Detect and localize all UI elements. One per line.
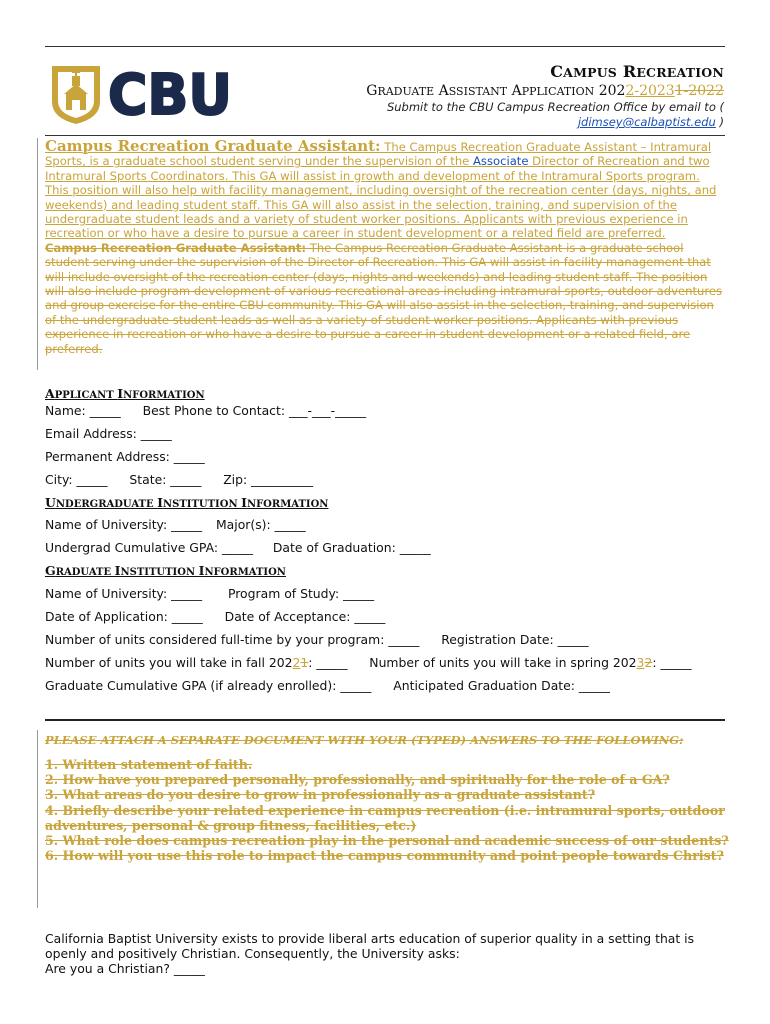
question-item: 1. Written statement of faith. bbox=[45, 757, 253, 772]
inserted-description: Campus Recreation Graduate Assistant: The Campus Recreation Graduate Assistant – Intramural Sports, is a graduate school student serving under the supervision of the Associate Director of Recreation and two Intramural Sports Coordinators. This GA will assist in growth and development of the Intramural Sports program. This position will also help with facility management, including oversight of the recreation center (days, nights, and weekends) and leading student staff. This GA will also assist in the selection, training, and supervision of the undergraduate student leads and a variety of student worker positions. Applicants with previous experience in recreation or who have a desire to pursue a career in student development or a related field are preferred. bbox=[45, 137, 717, 241]
fulltime-units-field[interactable]: Number of units considered full-time by your program: _____ bbox=[45, 632, 420, 647]
grad-university-field[interactable]: Name of University: _____ bbox=[45, 586, 203, 601]
christian-question-field[interactable]: Are you a Christian? _____ bbox=[45, 961, 205, 977]
change-bar-2 bbox=[37, 730, 38, 908]
attachment-instructions bbox=[45, 733, 735, 863]
question-item: 2. How have you prepared personally, professionally, and spiritually for the role of a GA? bbox=[45, 772, 670, 788]
attachment-heading: PLEASE ATTACH A SEPARATE DOCUMENT WITH YOUR (TYPED) ANSWERS TO THE FOLLOWING: bbox=[45, 733, 684, 747]
anticipated-graduation-field[interactable]: Anticipated Graduation Date: _____ bbox=[393, 678, 610, 693]
graduate-heading: GRADUATE INSTITUTION INFORMATION bbox=[45, 563, 286, 578]
undergrad-heading: UNDERGRADUATE INSTITUTION INFORMATION bbox=[45, 495, 329, 510]
majors-field[interactable]: Major(s): _____ bbox=[215, 517, 306, 532]
graduation-date-field[interactable]: Date of Graduation: _____ bbox=[272, 540, 431, 555]
city-field[interactable]: City: _____ bbox=[45, 472, 108, 487]
phone-field[interactable]: Best Phone to Contact: ___-___-_____ bbox=[142, 403, 367, 418]
associate-link: Associate bbox=[473, 154, 533, 169]
undergrad-university-field[interactable]: Name of University: _____ bbox=[45, 517, 203, 532]
question-item: 6. How will you use this role to impact the campus community and point people towards Christ? bbox=[45, 848, 724, 864]
faith-statement bbox=[45, 931, 735, 977]
acceptance-date-field[interactable]: Date of Acceptance: _____ bbox=[224, 609, 386, 624]
question-item: 3. What areas do you desire to grow in professionally as a graduate assistant? bbox=[45, 787, 596, 803]
fall-units-field[interactable]: Number of units you will take in fall 20221: _____ bbox=[45, 655, 348, 670]
email-field[interactable]: Email Address: _____ bbox=[45, 426, 172, 441]
spring-units-field[interactable]: Number of units you will take in spring 20232: _____ bbox=[369, 655, 692, 670]
section-rule bbox=[45, 719, 725, 721]
page-title: CAMPUS RECREATION bbox=[550, 62, 724, 81]
program-field[interactable]: Program of Study: _____ bbox=[227, 586, 375, 601]
year-deletion: 1-2022 bbox=[674, 83, 724, 99]
page-subtitle: GRADUATE ASSISTANT APPLICATION 2022-20231-2022 bbox=[366, 83, 724, 99]
email-link[interactable]: jdimsey@calbaptist.edu bbox=[577, 115, 716, 129]
change-bar bbox=[37, 138, 38, 370]
position-description bbox=[45, 139, 725, 356]
logo-wordmark: CBU bbox=[108, 63, 232, 126]
undergrad-gpa-field[interactable]: Undergrad Cumulative GPA: _____ bbox=[45, 540, 253, 555]
question-item: 5. What role does campus recreation play in the personal and academic success of our students? bbox=[45, 833, 729, 849]
applicant-heading: APPLICANT INFORMATION bbox=[45, 386, 205, 401]
registration-date-field[interactable]: Registration Date: _____ bbox=[441, 632, 589, 647]
address-field[interactable]: Permanent Address: _____ bbox=[45, 449, 205, 464]
year-insertion: 2-2023 bbox=[625, 83, 675, 99]
grad-gpa-field[interactable]: Graduate Cumulative GPA (if already enrolled): _____ bbox=[45, 678, 372, 693]
cbu-logo bbox=[50, 56, 235, 126]
state-field[interactable]: State: _____ bbox=[129, 472, 202, 487]
submission-note: Submit to the CBU Campus Recreation Office by email to ( jdimsey@calbaptist.edu ) bbox=[386, 100, 724, 129]
zip-field[interactable]: Zip: __________ bbox=[223, 472, 314, 487]
name-field[interactable]: Name: _____ bbox=[45, 403, 121, 418]
deleted-description: Campus Recreation Graduate Assistant: The Campus Recreation Graduate Assistant is a graduate school student serving under the supervision of the Director of Recreation. This GA will assist in facility management that will include oversight of the recreation center (days, nights and weekends) and leading student staff. The position will also include program development of various recreational areas including intramural sports, outdoor adventures and group exercise for the entire CBU community. This GA will also assist in the selection, training, and supervision of the undergraduate student leads as well as a variety of student worker positions. Applicants with previous experience in recreation or who have a desire to pursue a career in student development or a related field, are preferred. bbox=[45, 240, 723, 356]
header-rule bbox=[45, 135, 725, 136]
top-rule bbox=[45, 46, 725, 47]
application-date-field[interactable]: Date of Application: _____ bbox=[45, 609, 203, 624]
mission-text: California Baptist University exists to provide liberal arts education of superior quality in a setting that is openly and positively Christian. Consequently, the University asks: bbox=[45, 931, 695, 962]
question-item: 4. Briefly describe your related experience in campus recreation (i.e. intramural sports, outdoor adventures, personal & group fitness, facilities, etc.) bbox=[45, 802, 725, 833]
